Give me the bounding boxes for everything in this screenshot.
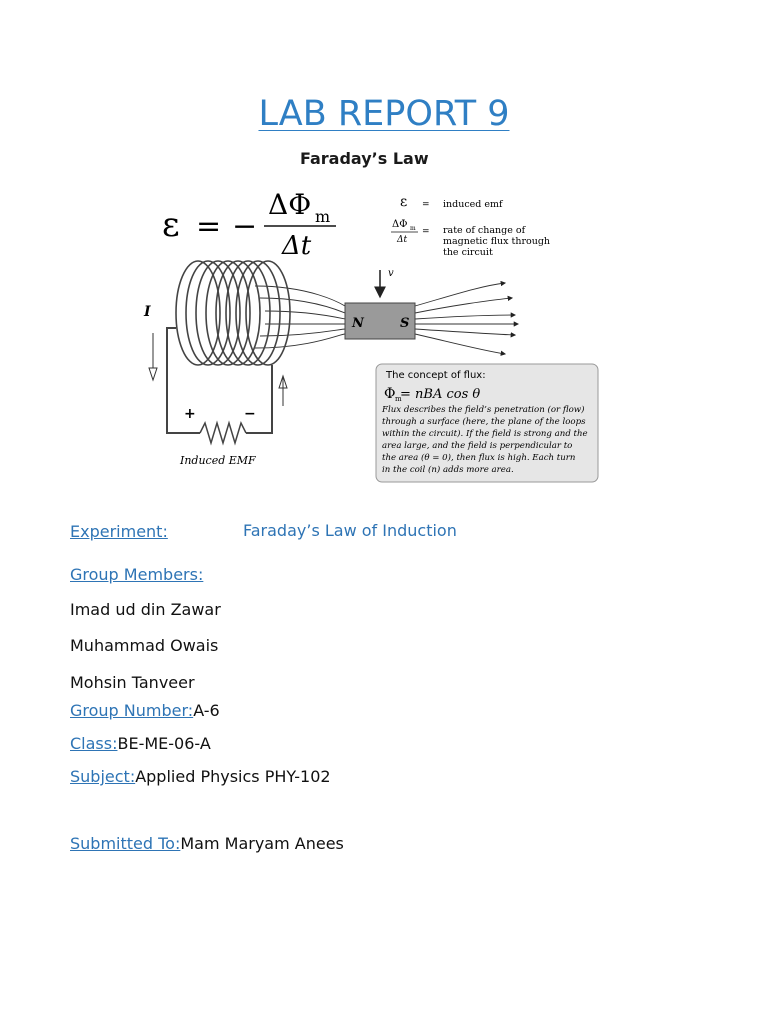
flux-text-line: Flux describes the field’s penetration (or flow) [382, 405, 585, 415]
magnet-south: S [400, 316, 410, 331]
flux-text-line: area large, and the field is perpendicular to [382, 441, 573, 451]
emf-plus: + [184, 406, 196, 422]
member-item: Mohsin Tanveer [70, 673, 195, 692]
emf-minus: − [244, 406, 256, 422]
equation-numerator: ΔΦ [268, 188, 312, 221]
equation-equals: = [196, 209, 222, 244]
equation-emf: ε [162, 205, 180, 245]
magnet-north: N [352, 316, 364, 331]
member-item: Muhammad Owais [70, 636, 219, 655]
legend-row2-line1: rate of change of [443, 225, 526, 236]
legend-row1-text: induced emf [443, 199, 503, 210]
current-arrow-down [149, 333, 157, 380]
flux-text-line: through a surface (here, the plane of the loops [382, 417, 586, 427]
flux-formula-rest: = nBA cos θ [400, 387, 481, 402]
legend-row2-eq: = [422, 227, 430, 237]
experiment-label: Experiment: [70, 522, 168, 541]
equation-minus: − [232, 209, 258, 244]
group-number-label: Group Number: [70, 701, 194, 720]
current-label: I [144, 304, 151, 320]
faraday-diagram [140, 178, 610, 488]
velocity-label: v [388, 268, 394, 279]
submitted-value: Mam Maryam Anees [180, 834, 344, 853]
report-subtitle: Faraday’s Law [300, 149, 429, 168]
class-label: Class: [70, 734, 118, 753]
legend-row1-symbol: ε [400, 194, 408, 210]
circuit-wire [167, 328, 272, 443]
group-members-label: Group Members: [70, 565, 204, 584]
member-item: Imad ud din Zawar [70, 600, 221, 619]
legend-row2-line3: the circuit [443, 247, 493, 258]
submitted-row [70, 834, 344, 854]
group-number-value: A-6 [193, 701, 220, 720]
legend-row1-eq: = [422, 200, 430, 210]
current-arrow-up [279, 376, 287, 406]
emf-caption: Induced EMF [180, 454, 256, 467]
legend-row2-symbol: ΔΦ [392, 219, 408, 230]
equation-numerator-sub: m [315, 207, 331, 226]
group-number-row [70, 701, 220, 721]
equation-denominator: Δt [282, 231, 312, 261]
flux-heading: The concept of flux: [386, 370, 486, 381]
submitted-label: Submitted To: [70, 834, 181, 853]
class-value: BE-ME-06-A [117, 734, 211, 753]
report-title: LAB REPORT 9 [258, 94, 510, 134]
legend-row2-den: Δt [397, 235, 408, 245]
subject-value: Applied Physics PHY-102 [135, 767, 331, 786]
legend-row2-sub: m [410, 225, 416, 232]
flux-formula-sub: m [395, 395, 402, 403]
subject-row [70, 767, 331, 787]
class-row [70, 734, 211, 754]
legend-row2-line2: magnetic flux through [443, 236, 551, 247]
faraday-figure [140, 178, 610, 488]
flux-text-line: within the circuit). If the field is strong and the [382, 429, 588, 439]
flux-text-line: in the coil (n) adds more area. [382, 465, 514, 475]
flux-text-line: the area (θ = 0), then flux is high. Each turn [382, 453, 576, 463]
flux-formula-symbol: Φ [384, 386, 396, 402]
subject-label: Subject: [70, 767, 136, 786]
experiment-value: Faraday’s Law of Induction [243, 521, 457, 540]
coil [176, 261, 290, 365]
